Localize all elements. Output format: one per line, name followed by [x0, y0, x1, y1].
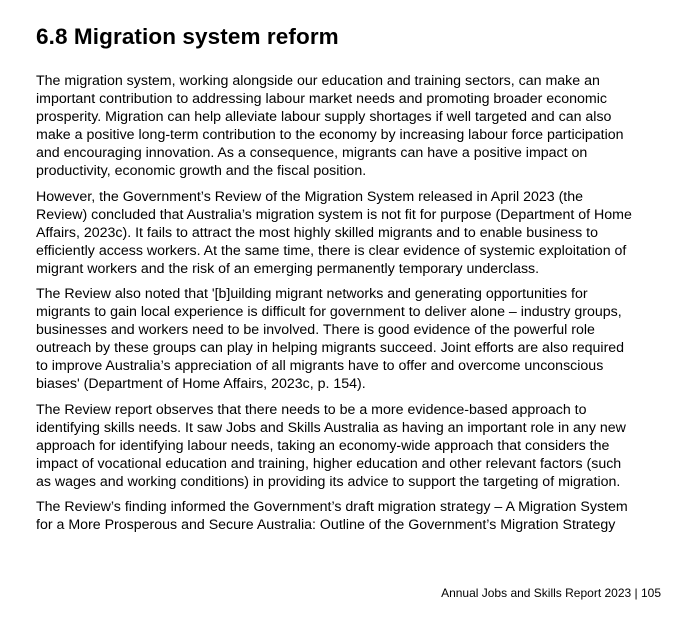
paragraph-1 — [36, 72, 664, 180]
text-line: for a More Prosperous and Secure Australia: Outline of the Government’s Migration Strategy — [36, 517, 616, 533]
body-text — [36, 72, 664, 542]
section-heading: 6.8 Migration system reform — [36, 24, 339, 49]
text-line: important contribution to addressing labour market needs and promoting broader economic — [36, 91, 607, 107]
text-line: approach for identifying labour needs, taking an economy-wide approach that considers the — [36, 437, 610, 454]
text-line: impact of vocational education and training, higher education and other relevant factors (such — [36, 455, 622, 472]
text-line: migrant workers and the risk of an emerging permanently temporary underclass. — [36, 260, 540, 277]
text-line: prosperity. Migration can help alleviate labour supply shortages if well targeted and can also — [36, 109, 612, 125]
text-line: productivity, economic growth and the fiscal position. — [36, 163, 367, 179]
paragraph-4 — [36, 401, 664, 491]
text-line: The Review also noted that '[b]uilding migrant networks and generating opportunities for — [36, 286, 588, 302]
paragraph-3 — [36, 285, 664, 393]
text-line: migrants to gain local experience is difficult for government to deliver alone – industry groups, — [36, 304, 622, 320]
text-line: make a positive long-term contribution to the economy by increasing labour force participation — [36, 127, 624, 143]
text-line: businesses and workers need to be involved. There is good evidence of the powerful role — [36, 322, 595, 338]
page-footer: Annual Jobs and Skills Report 2023 | 105 — [441, 586, 661, 600]
text-line: identifying skills needs. It saw Jobs and Skills Australia as having an important role in any new — [36, 419, 626, 436]
text-line: The Review report observes that there needs to be a more evidence-based approach to — [36, 401, 587, 418]
text-line: The Review’s finding informed the Government’s draft migration strategy – A Migration System — [36, 499, 628, 515]
text-line: Review) concluded that Australia’s migration system is not fit for purpose (Department of Home — [36, 206, 632, 223]
paragraph-2 — [36, 188, 664, 278]
text-line: efficiently access workers. At the same time, there is clear evidence of systemic exploitation of — [36, 242, 627, 259]
text-line: Affairs, 2023c). It fails to attract the most highly skilled migrants and to enable business to — [36, 224, 599, 241]
text-line: However, the Government’s Review of the Migration System released in April 2023 (the — [36, 188, 584, 205]
text-line: biases' (Department of Home Affairs, 2023c, p. 154). — [36, 376, 366, 392]
text-line: as wages and working conditions) in providing its advice to support the targeting of migration. — [36, 473, 621, 490]
text-line: The migration system, working alongside our education and training sectors, can make an — [36, 73, 600, 89]
text-line: outreach by these groups can play in helping migrants succeed. Joint efforts are also required — [36, 340, 625, 356]
paragraph-5 — [36, 498, 664, 534]
text-line: to improve Australia’s appreciation of all migrants have to offer and overcome unconscious — [36, 358, 604, 374]
text-line: and encouraging innovation. As a consequence, migrants can have a positive impact on — [36, 145, 588, 161]
